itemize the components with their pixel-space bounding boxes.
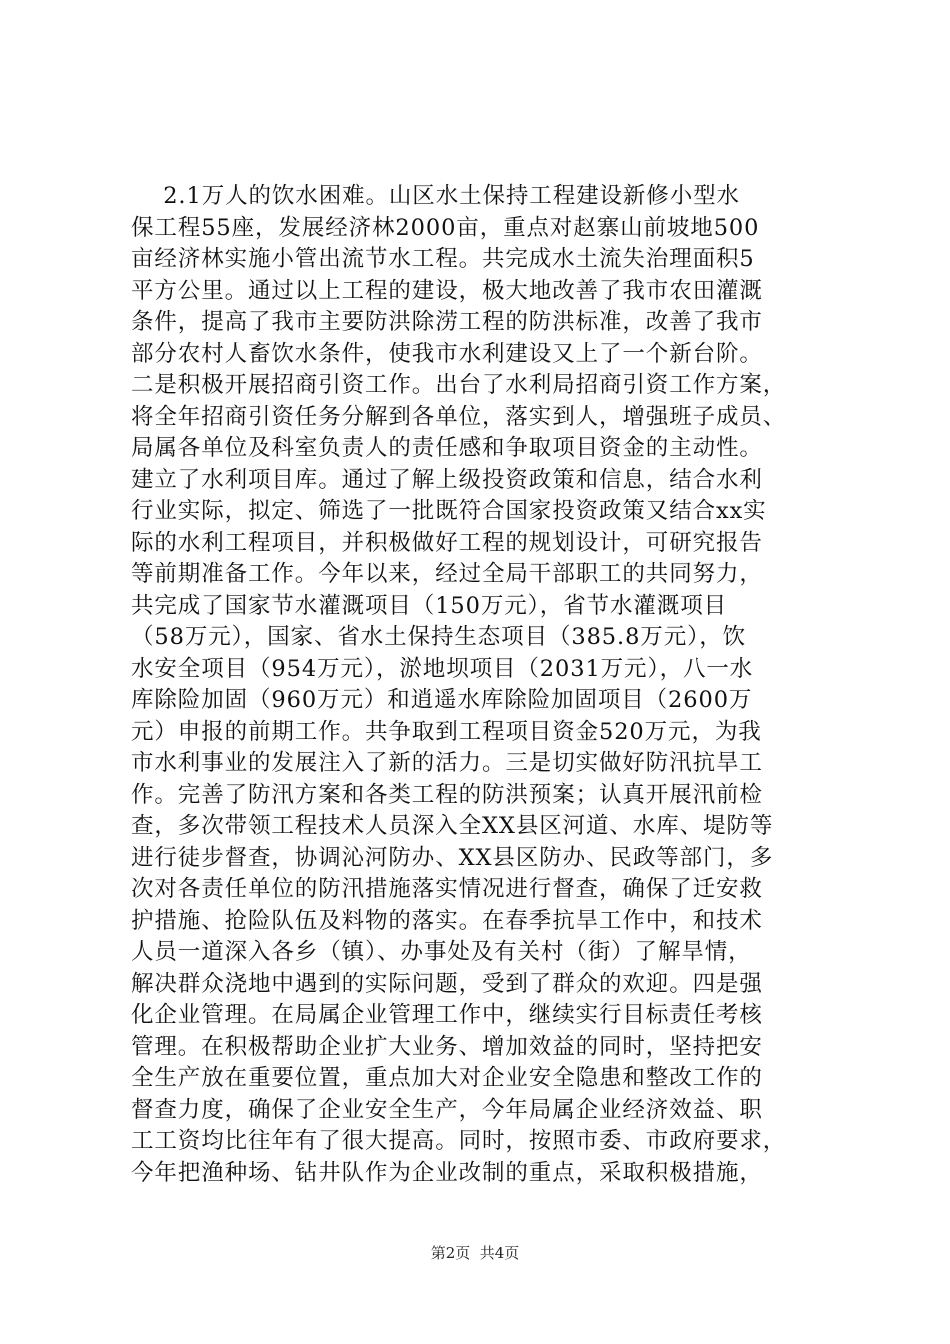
document-body: [131, 181, 831, 1189]
text-line: 督查力度，确保了企业安全生产，今年局属企业经济效益、职: [131, 1096, 763, 1123]
text-line: 平方公里。通过以上工程的建设，极大地改善了我市农田灌溉: [131, 277, 763, 304]
text-line: （58万元），国家、省水土保持生态项目（385.8万元），饮: [131, 624, 747, 650]
text-line: 部分农村人畜饮水条件，使我市水利建设又上了一个新台阶。: [131, 340, 763, 367]
text-line: 今年把渔种场、钻井队作为企业改制的重点，采取积极措施，: [131, 1159, 763, 1186]
text-line: 次对各责任单位的防汛措施落实情况进行督查，确保了迁安救: [131, 876, 763, 902]
text-line: 工工资均比往年有了很大提高。同时，按照市委、市政府要求，: [131, 1128, 787, 1154]
text-line: 人员一道深入各乡（镇）、办事处及有关村（街）了解旱情，: [131, 939, 752, 965]
text-line: 亩经济林实施小管出流节水工程。共完成水土流失治理面积5: [131, 246, 755, 272]
page-footer: [0, 1243, 950, 1263]
text-line: 护措施、抢险队伍及料物的落实。在春季抗旱工作中，和技术: [131, 907, 763, 934]
text-line: 将全年招商引资任务分解到各单位，落实到人，增强班子成员、: [131, 403, 787, 430]
text-line: 建立了水利项目库。通过了解上级投资政策和信息，结合水利: [131, 466, 763, 493]
text-line: 查，多次带领工程技术人员深入全XX县区河道、水库、堤防等: [131, 813, 774, 839]
text-line: 共完成了国家节水灌溉项目（150万元），省节水灌溉项目: [131, 592, 727, 619]
text-line: 水安全项目（954万元），淤地坝项目（2031万元），八一水: [131, 655, 754, 682]
text-line: 解决群众浇地中遇到的实际问题，受到了群众的欢迎。四是强: [131, 970, 763, 997]
text-line: 际的水利工程项目，并积极做好工程的规划设计，可研究报告: [131, 529, 763, 556]
text-line: 行业实际，拟定、筛选了一批既符合国家投资政策又结合xx实: [131, 498, 767, 524]
text-line: 二是积极开展招商引资工作。出台了水利局招商引资工作方案，: [131, 372, 787, 398]
text-line: 2.1万人的饮水困难。山区水土保持工程建设新修小型水: [131, 183, 740, 209]
text-line: 全生产放在重要位置，重点加大对企业安全隐患和整改工作的: [131, 1065, 763, 1091]
text-line: 作。完善了防汛方案和各类工程的防洪预案；认真开展汛前检: [131, 781, 763, 808]
text-line: 进行徒步督查，协调沁河防办、XX县区防办、民政等部门，多: [131, 844, 774, 871]
text-line: 条件，提高了我市主要防洪除涝工程的防洪标准，改善了我市: [131, 309, 763, 335]
text-line: 等前期准备工作。今年以来，经过全局干部职工的共同努力，: [131, 561, 763, 587]
text-line: 化企业管理。在局属企业管理工作中，继续实行目标责任考核: [131, 1002, 763, 1028]
text-line: 元）申报的前期工作。共争取到工程项目资金520万元，为我: [131, 718, 762, 745]
text-line: 市水利事业的发展注入了新的活力。三是切实做好防汛抗旱工: [131, 750, 763, 776]
text-line: 保工程55座，发展经济林2000亩，重点对赵寨山前坡地500: [131, 214, 760, 241]
text-line: 库除险加固（960万元）和逍遥水库除险加固项目（2600万: [131, 687, 753, 713]
text-line: 管理。在积极帮助企业扩大业务、增加效益的同时，坚持把安: [131, 1033, 763, 1060]
page-number: 第2页 共4页: [430, 1244, 520, 1262]
text-line: 局属各单位及科室负责人的责任感和争取项目资金的主动性。: [131, 435, 763, 461]
